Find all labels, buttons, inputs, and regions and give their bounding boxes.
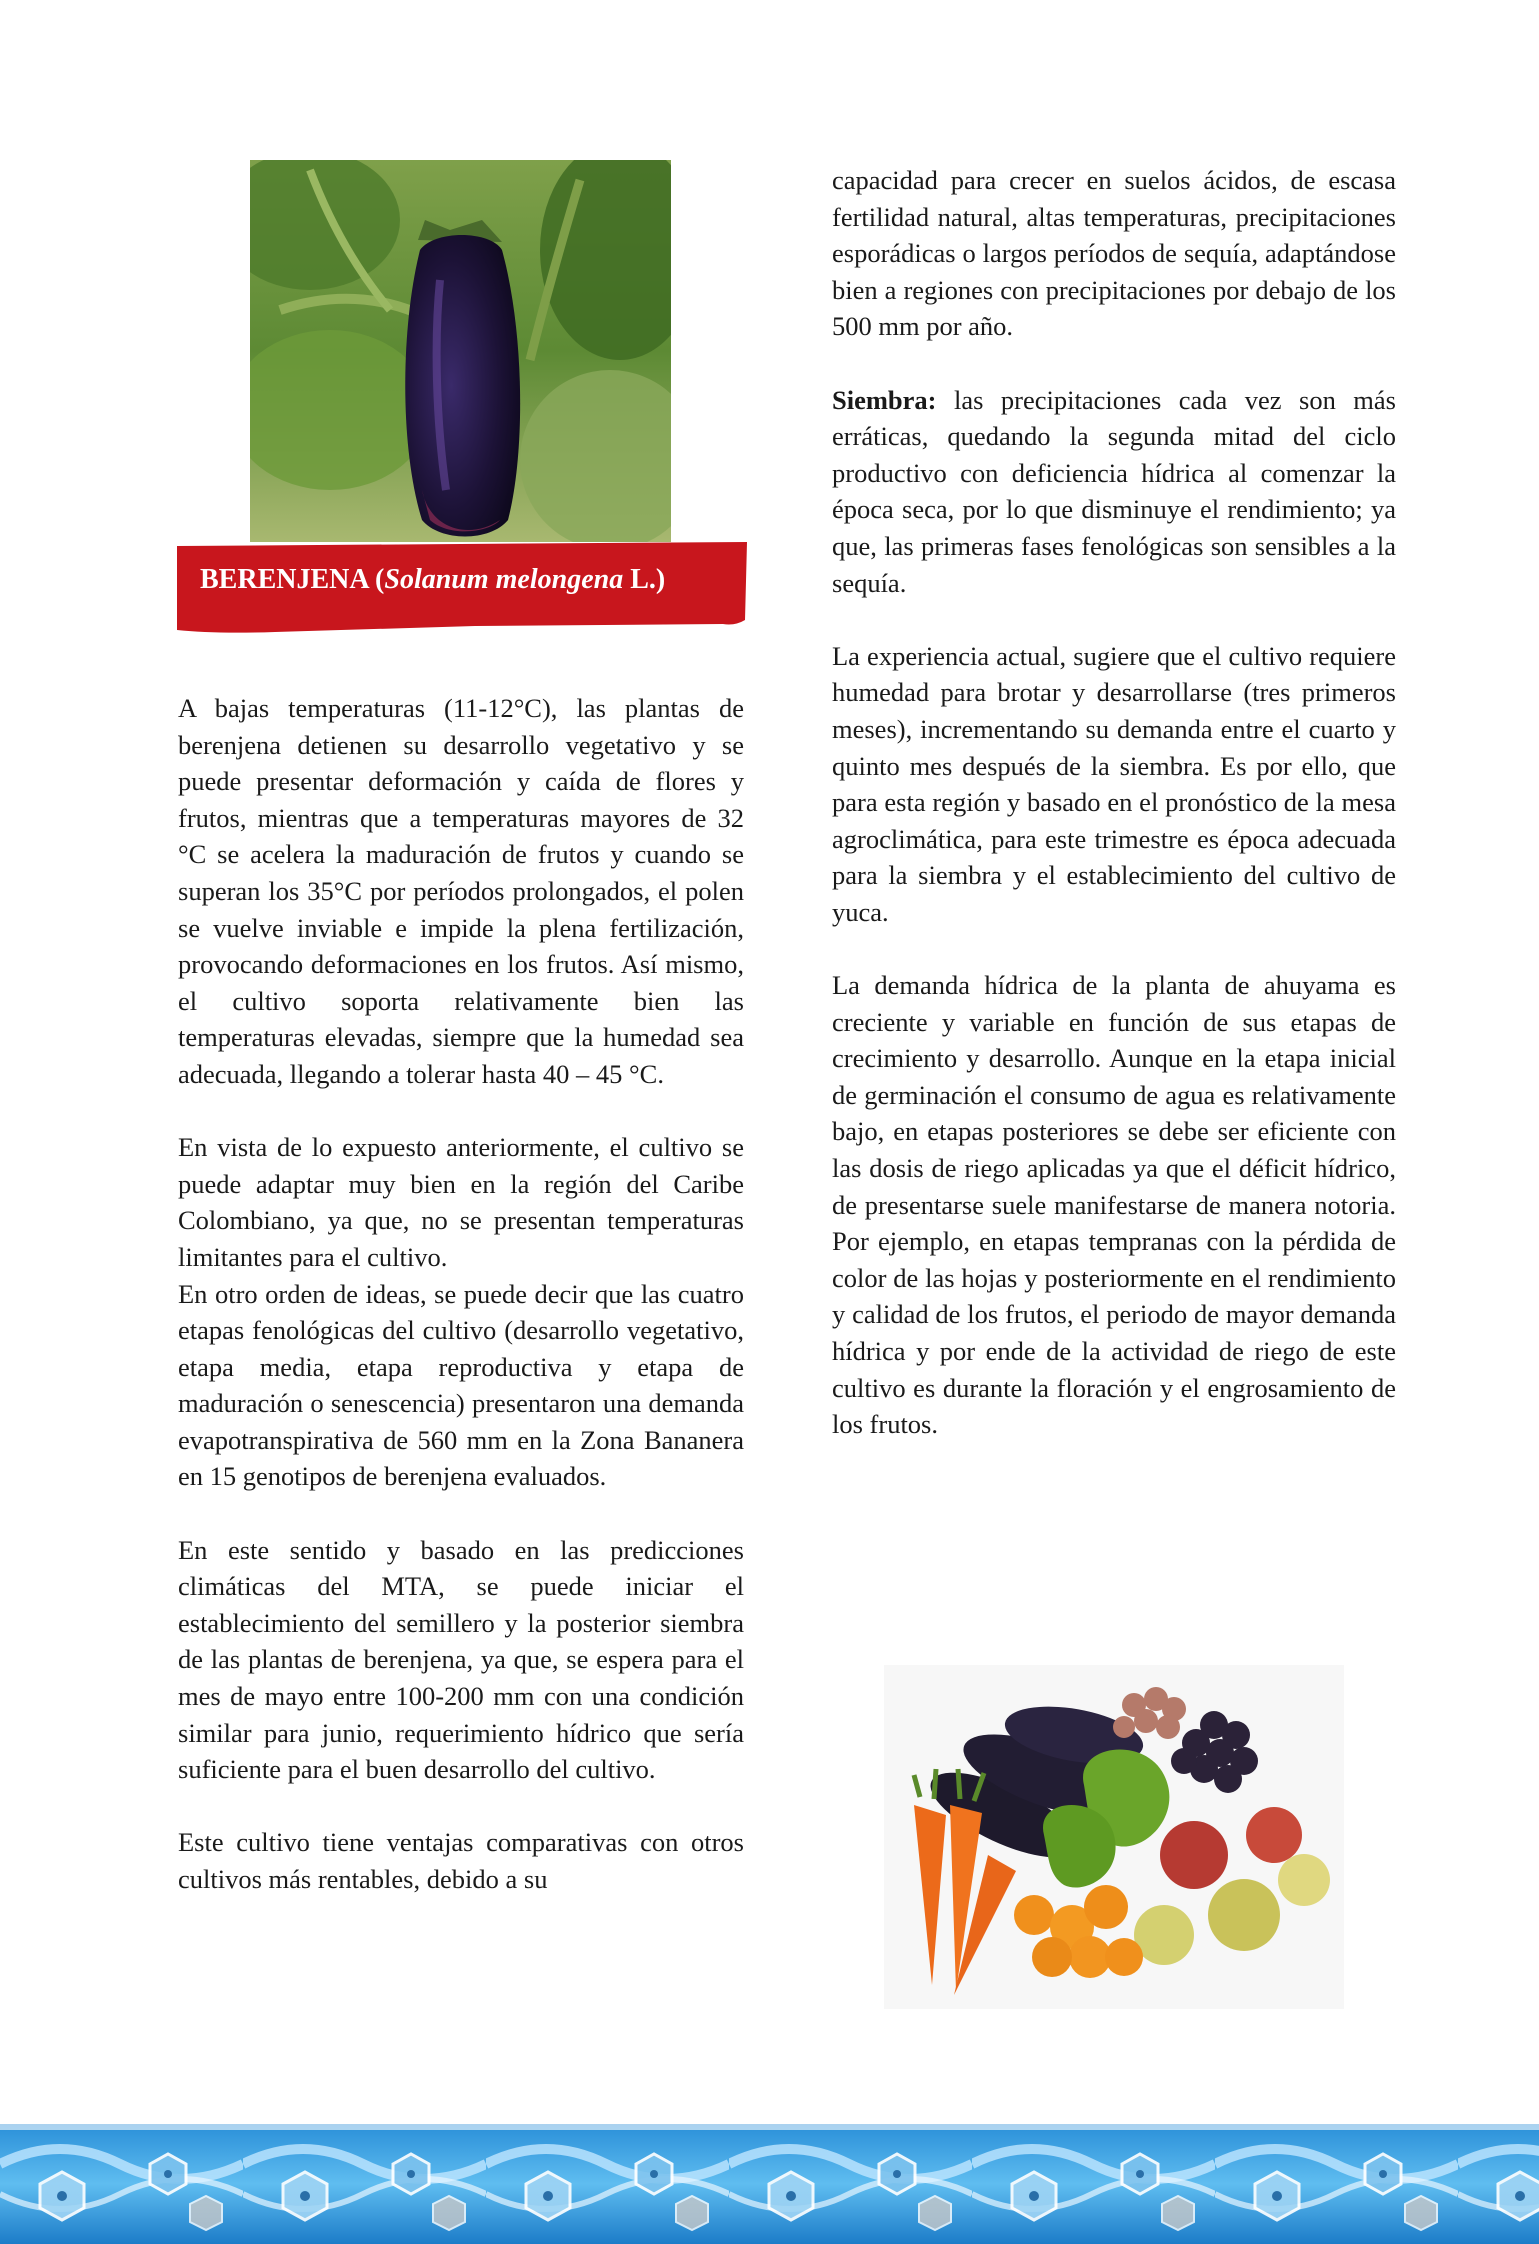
paragraph-current-experience: La experiencia actual, sugiere que el cultivo requiere humedad para brotar y desarrollarse (tres primeros meses), incrementando su demanda entre el cuarto y quinto mes después de la siembra. Es por ello, que para esta región y basado en el pronóstico de la mesa agroclimática, para este trimestre es época adecuada para la siembra y el establecimiento del cultivo de yuca. xyxy=(832,640,1396,927)
sowing-label: Siembra: xyxy=(832,384,937,415)
right-column xyxy=(832,162,1396,1443)
paragraph-caribbean-adaptation: En vista de lo expuesto anteriormente, el cultivo se puede adaptar muy bien en la región del Caribe Colombiano, ya que, no se presentan temperaturas limitantes para el cultivo. xyxy=(178,1132,744,1272)
decorative-footer-band xyxy=(0,2124,1539,2244)
paragraph-temperatures: A bajas temperaturas (11-12°C), las plantas de berenjena detienen su desarrollo vegetativo y se puede presentar deformación y caída de flores y frutos, mientras que a temperaturas mayores de 32 °C se acelera la maduración de frutos y cuando se superan los 35°C por períodos prolongados, el polen se vuelve inviable e impide la plena fertilización, provocando deformaciones en los frutos. Así mismo, el cultivo soporta relativamente bien las temperaturas elevadas, siempre que la humedad sea adecuada, llegando a tolerar hasta 40 – 45 °C. xyxy=(178,693,744,1089)
eggplant-photo xyxy=(250,160,671,542)
paragraph-water-demand: La demanda hídrica de la planta de ahuyama es creciente y variable en función de sus etapas de crecimiento y desarrollo. Aunque en la etapa inicial de germinación el consumo de agua es relativamente bajo, en etapas posteriores se debe ser eficiente con las dosis de riego aplicadas ya que el déficit hídrico, de presentarse suele manifestarse de manera notoria. Por ejemplo, en etapas tempranas con la pérdida de color de las hojas y posteriormente en el rendimiento y calidad de los frutos, el periodo de mayor demanda hídrica y por ende de la actividad de riego de este cultivo es durante la floración y el engrosamiento de los frutos. xyxy=(832,970,1396,1440)
banner-scientific-name: Solanum melongena xyxy=(384,564,624,595)
banner-title xyxy=(200,564,665,596)
title-banner xyxy=(175,542,749,636)
paragraph-sowing xyxy=(832,382,1396,602)
left-column xyxy=(178,690,744,1898)
paragraph-mta-predictions: En este sentido y basado en las predicciones climáticas del MTA, se puede iniciar el establecimiento del semillero y la posterior siembra de las plantas de berenjena, ya que, se espera para el mes de mayo entre 100-200 mm con una condición similar para junio, requerimiento hídrico que sería suficiente para el buen desarrollo del cultivo. xyxy=(178,1534,744,1785)
paragraph-comparative-advantages: Este cultivo tiene ventajas comparativas con otros cultivos más rentables, debido a su xyxy=(178,1827,744,1894)
banner-title-suffix: L.) xyxy=(623,564,666,595)
sowing-text: las precipitaciones cada vez son más erráticas, quedando la segunda mitad del ciclo productivo con deficiencia hídrica al comenzar la época seca, por lo que disminuye el rendimiento; ya que, las primeras fases fenológicas son sensibles a la sequía. xyxy=(832,384,1396,598)
banner-title-prefix: BERENJENA ( xyxy=(200,564,385,595)
paragraph-phenological-stages: En otro orden de ideas, se puede decir que las cuatro etapas fenológicas del cultivo (desarrollo vegetativo, etapa media, etapa reproductiva y etapa de maduración o senescencia) presentaron una demanda evapotranspirativa de 560 mm en la Zona Bananera en 15 genotipos de berenjena evaluados. xyxy=(178,1278,744,1492)
vegetables-photo xyxy=(884,1665,1344,2009)
paragraph-soil-capacity: capacidad para crecer en suelos ácidos, de escasa fertilidad natural, altas temperaturas, precipitaciones esporádicas o largos períodos de sequía, adaptándose bien a regiones con precipitaciones por debajo de los 500 mm por año. xyxy=(832,165,1396,342)
